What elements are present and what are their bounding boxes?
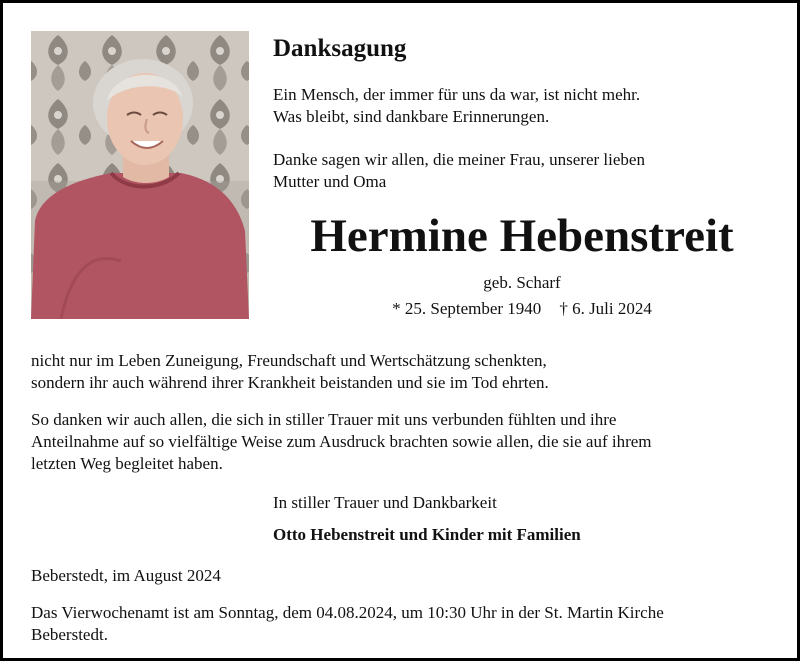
thanks-line-1: Danke sagen wir allen, die meiner Frau, unserer lieben <box>273 150 645 169</box>
closing-phrase: In stiller Trauer und Dankbarkeit <box>273 493 497 512</box>
life-dates <box>258 298 786 320</box>
body1-line-2: sondern ihr auch während ihrer Krankheit beistanden und sie im Tod ehrten. <box>31 373 549 392</box>
body1-line-1: nicht nur im Leben Zuneigung, Freundschaft und Wertschätzung schenkten, <box>31 351 547 370</box>
body2-line-3: letzten Weg begleitet haben. <box>31 454 223 473</box>
maiden-name: geb. Scharf <box>483 273 561 292</box>
heading-danksagung: Danksagung <box>273 35 407 62</box>
thanks-line-2: Mutter und Oma <box>273 172 387 191</box>
signature: Otto Hebenstreit und Kinder mit Familien <box>273 525 581 544</box>
body2-line-1: So danken wir auch allen, die sich in stiller Trauer mit uns verbunden fühlten und ihre <box>31 410 617 429</box>
service-line-1: Das Vierwochenamt ist am Sonntag, dem 04.08.2024, um 10:30 Uhr in der St. Martin Kirche <box>31 603 664 622</box>
service-line-2: Beberstedt. <box>31 625 108 644</box>
birth-date: * 25. September 1940 <box>392 299 542 318</box>
death-date: † 6. Juli 2024 <box>559 299 652 318</box>
body2-line-2: Anteilnahme auf so vielfältige Weise zum Ausdruck brachten sowie allen, die sie auf ihrem <box>31 432 652 451</box>
portrait-photo <box>31 31 249 319</box>
place-date: Beberstedt, im August 2024 <box>31 566 221 585</box>
intro-line-1: Ein Mensch, der immer für uns da war, ist nicht mehr. <box>273 85 641 104</box>
intro-line-2: Was bleibt, sind dankbare Erinnerungen. <box>273 107 550 126</box>
deceased-name: Hermine Hebenstreit <box>310 210 734 262</box>
